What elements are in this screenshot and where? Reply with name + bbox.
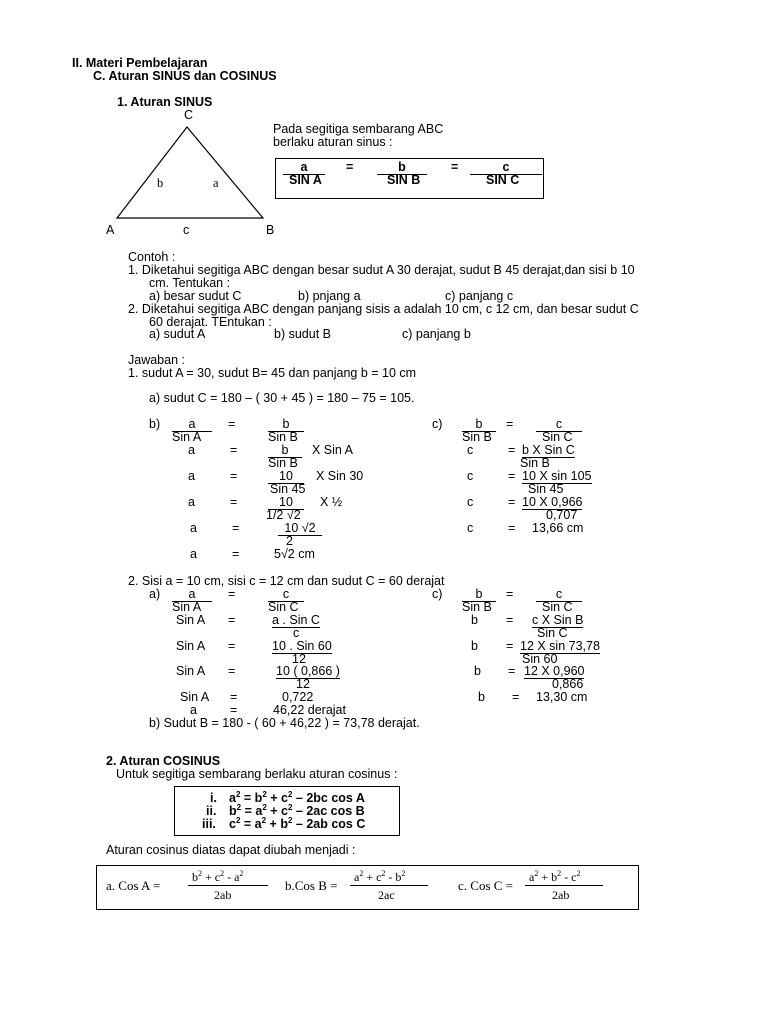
formula-b-bar <box>350 885 428 886</box>
sinus-intro-line1: Pada segitiga sembarang ABC <box>273 122 444 136</box>
c2-r4-num: 12 X 0,960 <box>524 664 585 678</box>
rule-sinc: SIN C <box>486 173 520 187</box>
sinus-title: 1. Aturan SINUS <box>117 95 213 109</box>
c1-r1-sinb: Sin B <box>462 430 492 444</box>
c2-r2-den: Sin C <box>537 626 568 640</box>
b1-r5-num: 10 √2 <box>278 521 322 536</box>
formula-a-label: a. Cos A = <box>106 878 161 893</box>
formula-b-den: 2ac <box>378 888 395 902</box>
formula-b-num: $a^2 + c^2 - b^2$ <box>354 869 406 884</box>
a2-r2-sina: Sin A <box>176 613 206 627</box>
b1-r6-a: a <box>190 547 197 561</box>
c2-r5-eq: = <box>512 690 520 704</box>
question-2-b: b) sudut B <box>274 327 331 341</box>
cos-rule-1: $a^2 = b^2 + c^2 - 2bc$ cos A <box>229 790 365 805</box>
c2-r3-eq: = <box>506 639 514 653</box>
question-1-line2: cm. Tentukan : <box>149 276 231 290</box>
c1-r2-num: b X Sin C <box>522 443 575 457</box>
c1-r1-eq: = <box>506 417 514 431</box>
answer-2b: b) Sudut B = 180 - ( 60 + 46,22 ) = 73,78 derajat. <box>149 716 420 730</box>
b1-r3-mul: X Sin 30 <box>316 469 364 483</box>
a2-r1-sina: Sin A <box>172 600 202 614</box>
rule-a: a <box>283 160 325 175</box>
b1-r3-a: a <box>188 469 195 483</box>
part-c-label: c) <box>432 417 443 431</box>
c1-r4-num: 10 X 0,966 <box>522 495 583 509</box>
b1-r4-mul: X ½ <box>320 495 343 509</box>
formula-b-label: b.Cos B = <box>285 878 338 893</box>
formula-c-label: c. Cos C = <box>458 878 514 893</box>
cos-rule-2-num: ii. <box>206 804 217 818</box>
c2-r3-b: b <box>471 639 478 653</box>
answer-1-intro: 1. sudut A = 30, sudut B= 45 dan panjang b = 10 cm <box>128 366 417 380</box>
vertex-c-label: C <box>184 108 194 122</box>
question-1-line1: 1. Diketahui segitiga ABC dengan besar sudut A 30 derajat, sudut B 45 derajat,dan sisi b 10 <box>128 263 635 277</box>
answer-1a: a) sudut C = 180 – ( 30 + 45 ) = 180 – 75 = 105. <box>149 391 415 405</box>
b1-r4-num: 10 <box>268 495 304 510</box>
cos-rule-3-num: iii. <box>202 817 216 831</box>
formula-a-den: 2ab <box>214 888 232 902</box>
c1-r1-sinc: Sin C <box>542 430 573 444</box>
question-2-c: c) panjang b <box>402 327 471 341</box>
c1-r4-eq: = <box>508 495 516 509</box>
answer-2-intro: 2. Sisi a = 10 cm, sisi c = 12 cm dan sudut C = 60 derajat <box>128 574 445 588</box>
b1-r5-eq: = <box>232 521 240 535</box>
c2-r1-sinc: Sin C <box>542 600 573 614</box>
jawaban-label: Jawaban : <box>128 353 185 367</box>
c2-r1-sinb: Sin B <box>462 600 492 614</box>
a2-r1-sinc: Sin C <box>268 600 299 614</box>
b1-r1-eq: = <box>228 417 236 431</box>
c1-r5-c: c <box>467 521 474 535</box>
b1-r2-a: a <box>188 443 195 457</box>
rule-eq2: = <box>451 160 459 174</box>
a2-r2-num: a . Sin C <box>272 613 320 627</box>
part-b-label: b) <box>149 417 161 431</box>
b1-r1-a: a <box>172 417 212 432</box>
c2-r1-c: c <box>536 587 582 602</box>
c2-r2-num: c X Sin B <box>532 613 584 627</box>
c1-r2-c: c <box>467 443 474 457</box>
formula-a-bar <box>188 885 268 886</box>
a2-r6-a: a <box>190 703 197 717</box>
a2-r5-eq: = <box>230 690 238 704</box>
b1-r3-num: 10 <box>268 469 304 484</box>
a2-r1-a: a <box>172 587 212 602</box>
side-c-label: c <box>183 223 190 237</box>
b1-r1-sina: Sin A <box>172 430 202 444</box>
c2-r1-b: b <box>462 587 496 602</box>
b1-r1-sinb: Sin B <box>268 430 298 444</box>
formula-c-den: 2ab <box>552 888 570 902</box>
b1-r4-a: a <box>188 495 195 509</box>
a2-r2-eq: = <box>228 613 236 627</box>
c1-r5-eq: = <box>508 521 516 535</box>
part2-a-label: a) <box>149 587 161 601</box>
c2-r5-result: 13,30 cm <box>536 690 588 704</box>
cosinus-change-text: Aturan cosinus diatas dapat diubah menjadi : <box>106 843 356 857</box>
cosinus-intro: Untuk segitiga sembarang berlaku aturan cosinus : <box>116 767 398 781</box>
question-1-c: c) panjang c <box>445 289 514 303</box>
a2-r4-eq: = <box>228 664 236 678</box>
b1-r6-result: 5√2 cm <box>274 547 315 561</box>
b1-r5-a: a <box>190 521 197 535</box>
a2-r6-result: 46,22 derajat <box>273 703 346 717</box>
c1-r5-result: 13,66 cm <box>532 521 584 535</box>
c1-r4-den: 0,707 <box>546 508 578 522</box>
c1-r4-c: c <box>467 495 474 509</box>
rule-b: b <box>377 160 427 175</box>
b1-r2-sinb: Sin B <box>268 456 298 470</box>
c1-r3-den: Sin 45 <box>528 482 564 496</box>
b1-r2-b: b <box>268 443 302 458</box>
a2-r3-num: 10 . Sin 60 <box>272 639 332 653</box>
question-1-b: b) pnjang a <box>298 289 361 303</box>
c2-r1-eq: = <box>506 587 514 601</box>
c1-r3-eq: = <box>508 469 516 483</box>
b1-r5-den: 2 <box>286 534 293 548</box>
a2-r5-sina: Sin A <box>180 690 210 704</box>
c2-r2-b: b <box>471 613 478 627</box>
a2-r1-eq: = <box>228 587 236 601</box>
triangle-shape <box>117 127 263 218</box>
question-2-line2: 60 derajat. TEntukan : <box>149 315 272 329</box>
a2-r5-result: 0,722 <box>282 690 314 704</box>
formula-a-num: $b^2 + c^2 - a^2$ <box>192 869 244 884</box>
a2-r2-den: c <box>293 626 300 640</box>
a2-r1-c: c <box>268 587 304 602</box>
rule-eq1: = <box>346 160 354 174</box>
c1-r3-num: 10 X sin 105 <box>522 469 592 483</box>
a2-r3-sina: Sin A <box>176 639 206 653</box>
cos-rule-1-num: i. <box>210 791 217 805</box>
c2-r4-eq: = <box>508 664 516 678</box>
formula-c-bar <box>525 885 603 886</box>
a2-r4-sina: Sin A <box>176 664 206 678</box>
c2-r4-den: 0,866 <box>552 677 584 691</box>
side-b-label: b <box>157 176 164 190</box>
question-2-line1: 2. Diketahui segitiga ABC dengan panjang sisis a adalah 10 cm, c 12 cm, dan besar sudut C <box>128 302 639 316</box>
section-heading: II. Materi Pembelajaran <box>72 56 208 70</box>
triangle-diagram <box>100 110 290 240</box>
b1-r4-den: 1/2 √2 <box>266 508 301 522</box>
a2-r3-eq: = <box>228 639 236 653</box>
b1-r1-b: b <box>268 417 304 432</box>
c2-r2-eq: = <box>506 613 514 627</box>
b1-r3-den: Sin 45 <box>270 482 306 496</box>
c2-r5-b: b <box>478 690 485 704</box>
b1-r3-eq: = <box>230 469 238 483</box>
c1-r1-c: c <box>536 417 582 432</box>
c1-r1-b: b <box>462 417 496 432</box>
rule-c: c <box>470 160 542 175</box>
c1-r2-den: Sin B <box>520 456 550 470</box>
rule-sina: SIN A <box>289 173 322 187</box>
question-2-a: a) sudut A <box>149 327 206 341</box>
cos-rule-2: $b^2 = a^2 + c^2 - 2ac$ cos B <box>229 803 365 818</box>
cos-rule-3: $c^2 = a^2 + b^2 - 2ab$ cos C <box>229 816 366 831</box>
a2-r4-den: 12 <box>296 677 310 691</box>
c1-r3-c: c <box>467 469 474 483</box>
part2-c-label: c) <box>432 587 443 601</box>
a2-r3-den: 12 <box>292 652 306 666</box>
formula-c-num: $a^2 + b^2 - c^2$ <box>529 869 581 884</box>
contoh-label: Contoh : <box>128 250 176 264</box>
vertex-a-label: A <box>106 223 115 237</box>
rule-sinb: SIN B <box>387 173 421 187</box>
c2-r3-num: 12 X sin 73,78 <box>520 639 600 653</box>
vertex-b-label: B <box>266 223 275 237</box>
sinus-intro-line2: berlaku aturan sinus : <box>273 135 393 149</box>
c2-r3-den: Sin 60 <box>522 652 558 666</box>
c2-r4-b: b <box>474 664 481 678</box>
subsection-heading: C. Aturan SINUS dan COSINUS <box>93 69 277 83</box>
question-1-a: a) besar sudut C <box>149 289 242 303</box>
c1-r2-eq: = <box>508 443 516 457</box>
b1-r2-eq: = <box>230 443 238 457</box>
b1-r2-mul: X Sin A <box>312 443 353 457</box>
b1-r4-eq: = <box>230 495 238 509</box>
a2-r6-eq: = <box>230 703 238 717</box>
side-a-label: a <box>213 176 219 190</box>
a2-r4-num: 10 ( 0,866 ) <box>276 664 340 678</box>
b1-r6-eq: = <box>232 547 240 561</box>
cosinus-title: 2. Aturan COSINUS <box>106 754 221 768</box>
